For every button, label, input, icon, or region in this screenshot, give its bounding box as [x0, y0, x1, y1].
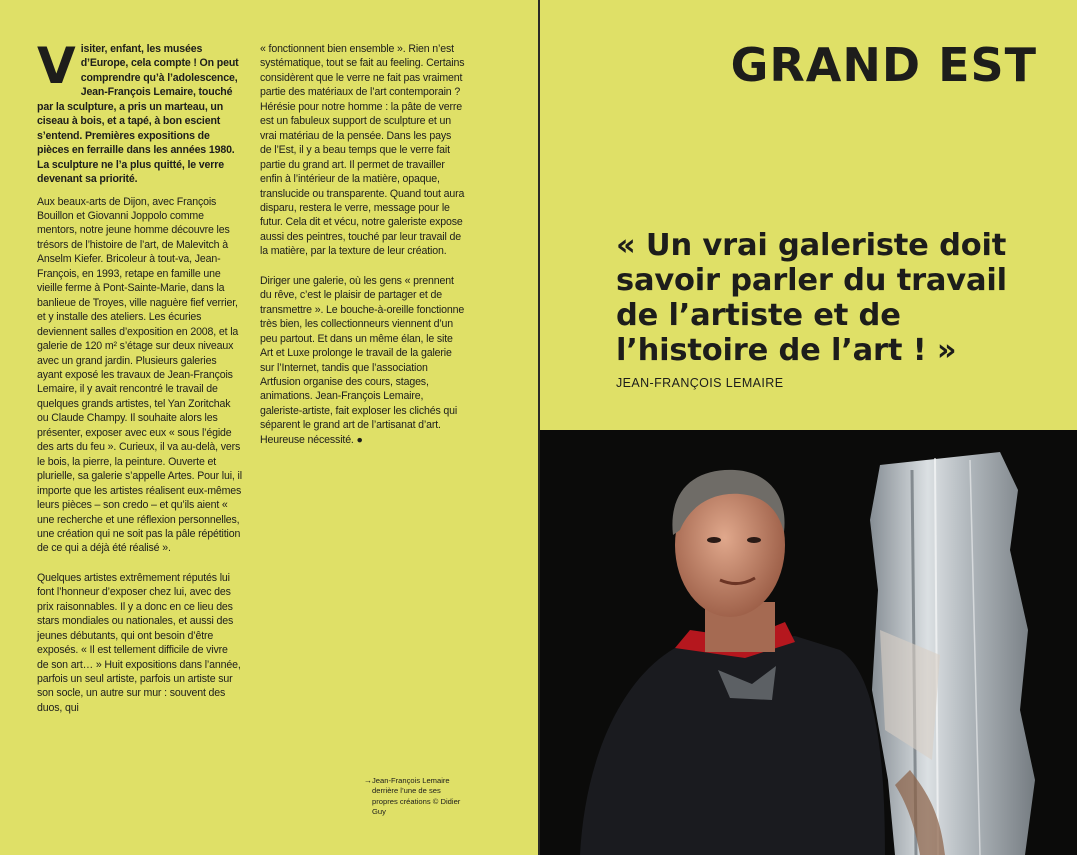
portrait-photo: [540, 430, 1077, 855]
lead-text: isiter, enfant, les musées d’Europe, cela compte ! On peut comprendre qu’à l’adolescence, Jean-François Lemaire, touché par la sculpture, a pris un marteau, un ciseau à bois, et a tapé, à bon escient s’entend. Premières expositions de pièces en ferraille dans les années 1980. La sculpture ne l’a plus quitté, le verre devenant sa priorité.: [37, 43, 239, 186]
right-page: [540, 0, 1077, 855]
body-paragraph-4-text: Diriger une galerie, où les gens « prennent du rêve, c’est le plaisir de partager et de transmettre ». Le bouche-à-oreille fonctionne très bien, les collectionneurs viennent d’un peu partout. Et dans un même élan, le site Art et Luxe prolonge le travail de la galerie sur l’Internet, tandis que l’association Artfusion organise des cours, stages, animations. Jean-François Lemaire, galeriste-artiste, fait exploser les clichés qui séparent le grand art de l’artisanat d’art. Heureuse nécessité.: [260, 274, 465, 446]
arrow-right-icon: →: [364, 776, 372, 785]
text-column-2: [260, 42, 465, 447]
portrait-illustration: [540, 430, 1077, 855]
caption-text: Jean-François Lemaire derrière l’une de ses propres créations © Didier Guy: [372, 776, 461, 816]
paragraph-gap: [260, 259, 465, 274]
body-paragraph-2: Quelques artistes extrêmement réputés lui font l’honneur d’exposer chez lui, avec des prix raisonnables. Il y a donc en ce lieu des stars mondiales ou nationales, et aussi des jeunes débutants, qui ont besoin d’être exposés. « Il est tellement difficile de vivre de son art… » Huit expositions dans l’année, parfois un seul artiste, parfois un artiste sur son socle, un autre sur mur : souvent des duos, qui: [37, 571, 241, 714]
body-paragraph-3: « fonctionnent bien ensemble ». Rien n’est systématique, tout se fait au feeling. Certains considèrent que le verre ne fait pas vraiment partie des matériaux de l’art contemporain ? Hérésie pour notre homme : la pâte de verre est un fabuleux support de sculpture et un vrai matériau de la pensée. Dans les pays de l’Est, il y a beau temps que le verre fait partie du grand art. Il permet de travailler enfin à l’intérieur de la matière, opaque, translucide ou transparente. Quand tout aura disparu, restera le verre, message pour le futur. Cela dit et vécu, notre galeriste expose aussi des peintres, touché par leur travail de la matière, par la texture de leur création.: [260, 43, 465, 258]
drop-cap: V: [37, 37, 75, 95]
body-paragraph-4: [260, 274, 465, 447]
pull-quote: « Un vrai galeriste doit savoir parler du travail de l’artiste et de l’histoire de l’art ! »: [616, 228, 1007, 368]
body-paragraph-1: Aux beaux-arts de Dijon, avec François Bouillon et Giovanni Joppolo comme mentors, notre jeune homme découvre les trésors de l’histoire de l’art, de Malevitch à Anselm Kiefer. Bricoleur à tout-va, Jean-François, en 1993, retape en famille une vieille ferme à Pont-Sainte-Marie, dans la banlieue de Troyes, ville naguère fief verrier, et y installe des ateliers. Les écuries deviennent salles d’exposition en 2008, et la galerie de 120 m² s’étage sur deux niveaux avec un grand jardin. Plusieurs galeries ayant exposé les travaux de Jean-François Lemaire, il y avait rencontré le travail de quelques grands artistes, tel Yan Zoritchak ou Claude Champy. Il souhaite alors les présenter, exposer avec eux « sous l’égide des arts du feu ». Curieux, il va au-delà, vers le bois, la pierre, la peinture. Ouverte et plurielle, sa galerie s’appelle Artes. Pour lui, il importe que les artistes réalisent eux-mêmes leurs pièces – son credo – et qu’ils aient « une recherche et une réflexion personnelles, une création qui ne soit pas la pâle répétition de ce qui a déjà été réalisé ».: [37, 195, 242, 555]
section-title: GRAND EST: [730, 38, 1037, 92]
left-page: [0, 0, 538, 855]
text-column-1: [37, 37, 242, 715]
photo-caption: [364, 776, 462, 817]
end-mark: ●: [356, 433, 363, 446]
lead-paragraph: [37, 37, 242, 187]
paragraph-gap: [37, 556, 242, 571]
quote-author: JEAN-FRANÇOIS LEMAIRE: [616, 376, 784, 390]
